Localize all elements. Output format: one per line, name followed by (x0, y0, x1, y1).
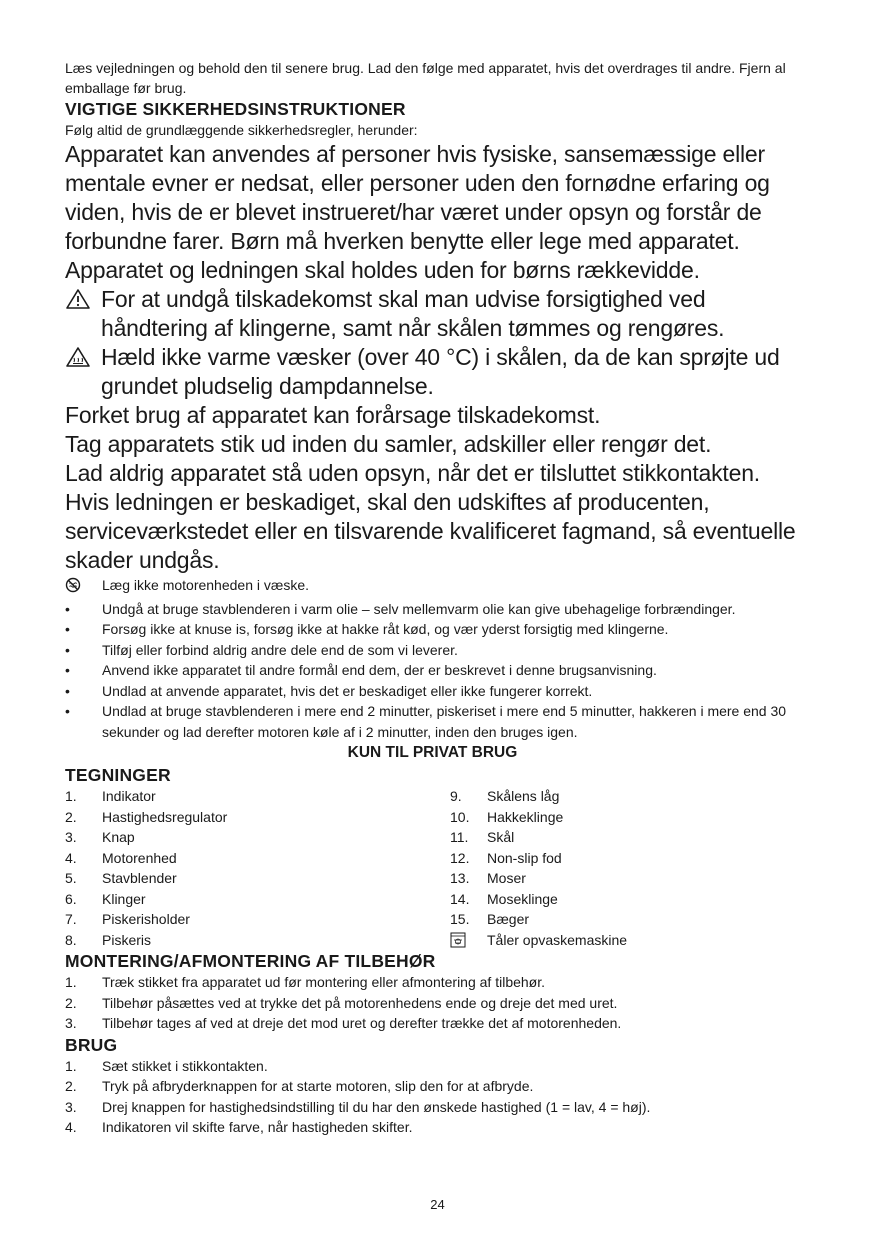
document-page (65, 58, 800, 1138)
list-item: 4. Indikatoren vil skifte farve, når hastigheden skifter. (65, 1119, 413, 1135)
list-item: • Undlad at anvende apparatet, hvis det er beskadiget eller ikke fungerer korrekt. (65, 682, 593, 699)
list-item: 5. Stavblender (65, 870, 177, 886)
safety-paragraph: Forket brug af apparatet kan forårsage tilskadekomst. (65, 402, 601, 428)
list-item: 2. Hastighedsregulator (65, 808, 228, 825)
page-number: 24 (430, 1197, 445, 1212)
warning-blades-text: For at undgå tilskadekomst skal man udvise forsigtighed ved håndtering af klingerne, samt når skålen tømmes og rengøres. (101, 286, 725, 341)
list-item: • Anvend ikke apparatet til andre formål end dem, der er beskrevet i denne brugsanvisning. (65, 662, 657, 678)
drawings-left-column (65, 786, 450, 950)
safety-heading: VIGTIGE SIKKERHEDSINSTRUKTIONER (65, 99, 406, 119)
intro-text: Læs vejledningen og behold den til senere brug. Lad den følge med apparatet, hvis det overdrages til andre. Fjern al emballage før brug. (65, 60, 786, 96)
list-item: 14. Moseklinge (450, 890, 558, 907)
list-item: 1. Sæt stikket i stikkontakten. (65, 1057, 268, 1074)
list-item: • Tilføj eller forbind aldrig andre dele end de som vi leverer. (65, 641, 458, 658)
safety-paragraph: Tag apparatets stik ud inden du samler, adskiller eller rengør det. (65, 431, 712, 457)
usage-steps (65, 1056, 800, 1138)
list-item: 9. Skålens låg (450, 788, 560, 804)
drawings-heading: TEGNINGER (65, 765, 171, 785)
safety-paragraph: Lad aldrig apparatet stå uden opsyn, når det er tilsluttet stikkontakten. (65, 460, 760, 486)
drawings-right-column (450, 786, 800, 950)
list-item: Tåler opvaskemaskine (450, 930, 800, 951)
assembly-heading: MONTERING/AFMONTERING AF TILBEHØR (65, 951, 436, 971)
list-item: 13. Moser (450, 870, 526, 886)
usage-heading: BRUG (65, 1034, 118, 1055)
private-use-heading: KUN TIL PRIVAT BRUG (347, 744, 518, 761)
list-item: 2. Tilbehør påsættes ved at trykke det på motorenhedens ende og dreje det med uret. (65, 994, 618, 1011)
drawings-list (65, 786, 800, 950)
safety-paragraph: Hvis ledningen er beskadiget, skal den udskiftes af producenten, serviceværkstedet eller en tilsvarende kvalificeret fagmand, så eventuelle skader undgås. (65, 489, 796, 573)
hot-surface-warning-icon (65, 346, 91, 368)
list-item: • Forsøg ikke at knuse is, forsøg ikke at hakke råt kød, og vær yderst forsigtig med klingerne. (65, 621, 669, 637)
assembly-steps (65, 972, 800, 1034)
list-item: 4. Motorenhed (65, 849, 177, 866)
warning-triangle-icon (65, 288, 91, 310)
list-item: 3. Tilbehør tages af ved at dreje det mod uret og derefter trække det af motorenheden. (65, 1015, 622, 1031)
list-item: 6. Klinger (65, 890, 146, 907)
list-item: 1. Træk stikket fra apparatet ud før montering eller afmontering af tilbehør. (65, 974, 546, 990)
safety-large-text (65, 140, 800, 575)
list-item: 7. Piskerisholder (65, 911, 190, 927)
list-item: 12. Non-slip fod (450, 849, 562, 866)
list-item: 11. Skål (450, 829, 515, 845)
list-item: • Undgå at bruge stavblenderen i varm olie – selv mellemvarm olie kan give ubehagelige forbrændinger. (65, 600, 736, 617)
safety-subheading: Følg altid de grundlæggende sikkerhedsregler, herunder: (65, 122, 418, 138)
list-item: 10. Hakkeklinge (450, 808, 564, 825)
safety-bullet-list (65, 575, 800, 742)
list-item: 3. Drej knappen for hastighedsindstilling til du har den ønskede hastighed (1 = lav, 4 = høj). (65, 1098, 651, 1115)
warning-hot-liquid-text: Hæld ikke varme væsker (over 40 °C) i skålen, da de kan sprøjte ud grundet pludselig dampdannelse. (101, 344, 780, 399)
warning-blades (65, 285, 800, 343)
list-item: 1. Indikator (65, 788, 156, 804)
list-item: 2. Tryk på afbryderknappen for at starte motoren, slip den for at afbryde. (65, 1078, 534, 1094)
no-immerse-icon (65, 575, 102, 599)
dishwasher-icon (450, 930, 487, 951)
list-item: • Undlad at bruge stavblenderen i mere end 2 minutter, piskeriset i mere end 5 minutter, hakkeren i mere end 30 sekunder og lad derefter motoren køle af i 2 minutter, inden den bruges igen. (65, 703, 787, 740)
list-item: 15. Bæger (450, 911, 530, 927)
list-item: 3. Knap (65, 829, 135, 845)
list-item: Læg ikke motorenheden i væske. (65, 575, 800, 599)
safety-paragraph: Apparatet kan anvendes af personer hvis fysiske, sansemæssige eller mentale evner er nedsat, eller personer uden den fornødne erfaring og viden, hvis de er blevet instrueret/har været under opsyn og forstår de forbundne farer. Børn må hverken benytte eller lege med apparatet. Apparatet og ledningen skal holdes uden for børns rækkevidde. (65, 141, 770, 283)
list-item: 8. Piskeris (65, 931, 152, 948)
warning-hot-liquid (65, 343, 800, 401)
